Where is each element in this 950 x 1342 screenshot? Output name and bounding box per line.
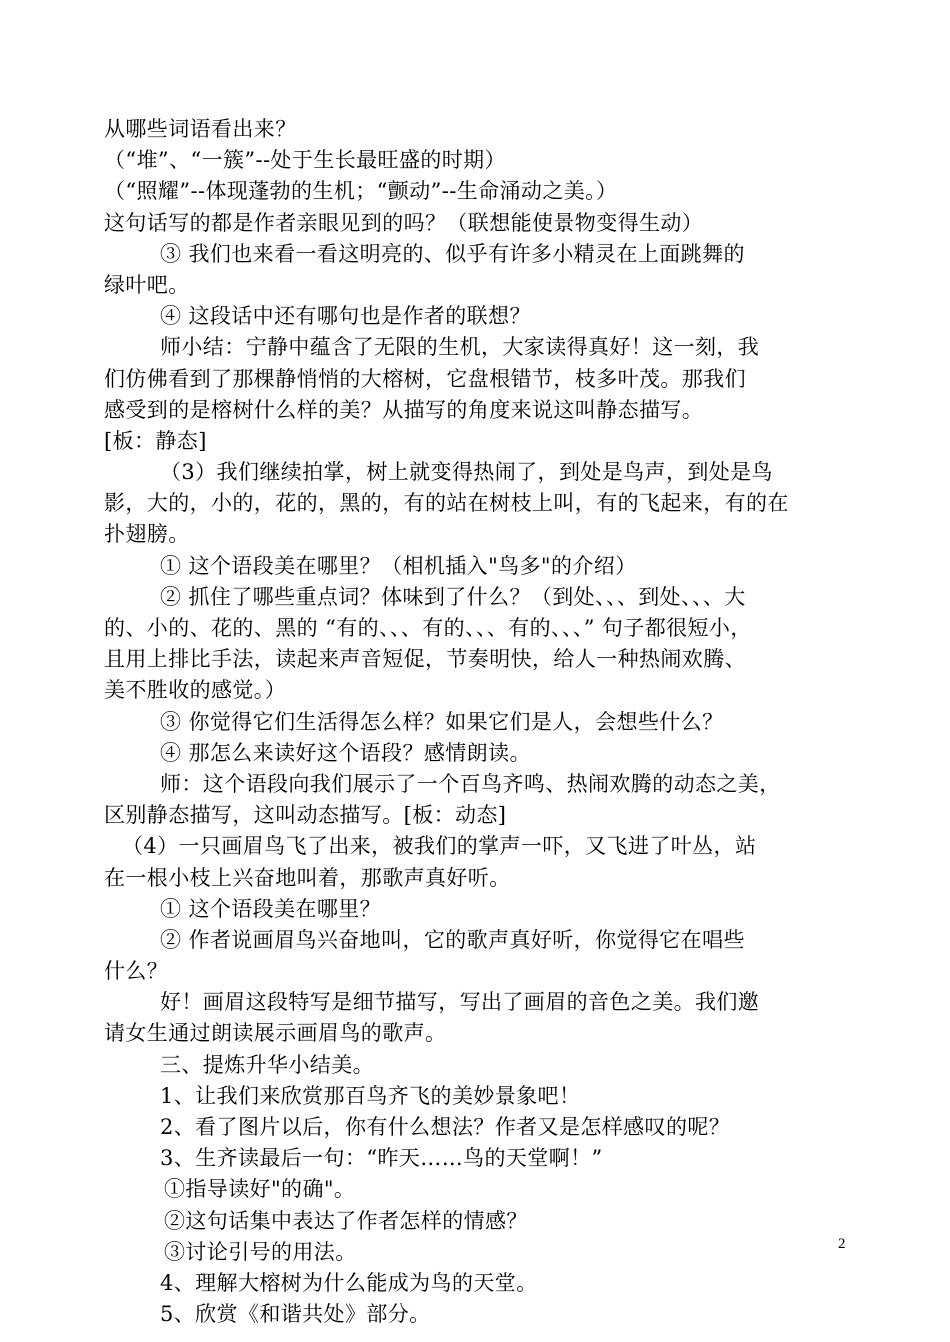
text-line: 从哪些词语看出来？ [104, 117, 297, 141]
text-line: ② 作者说画眉鸟兴奋地叫，它的歌声真好听，你觉得它在唱些 [160, 927, 745, 952]
text-line: 美不胜收的感觉。） [104, 678, 287, 703]
document-body [104, 114, 852, 1330]
text-line: （“照耀”--体现蓬勃的生机；“颤动”--生命涌动之美。） [104, 179, 618, 204]
text-line: ②这句话集中表达了作者怎样的情感？ [164, 1208, 528, 1233]
text-line: ① 这个语段美在哪里？（相机插入"鸟多"的介绍） [160, 553, 637, 578]
text-line: 好！画眉这段特写是细节描写，写出了画眉的音色之美。我们邀 [160, 990, 760, 1015]
text-line: 请女生通过朗读展示画眉鸟的歌声。 [104, 1021, 447, 1046]
text-line: （“堆”、“一簇”--处于生长最旺盛的时期） [104, 148, 506, 173]
text-line: ③讨论引号的用法。 [164, 1239, 357, 1264]
text-line: 5、欣赏《和谐共处》部分。 [160, 1302, 431, 1327]
text-line: 三、提炼升华小结美。 [160, 1052, 374, 1077]
text-line: 区别静态描写，这叫动态描写。[板：动态] [104, 803, 507, 828]
text-line: 什么？ [104, 959, 169, 984]
text-line: 这句话写的都是作者亲眼见到的吗？（联想能使景物变得生动） [104, 210, 704, 235]
page-number: 2 [838, 1236, 846, 1252]
text-line: [板：静态] [104, 428, 207, 453]
text-line: 感受到的是榕树什么样的美？从描写的角度来说这叫静态描写。 [104, 397, 704, 422]
text-line: （4）一只画眉鸟飞了出来，被我们的掌声一吓，又飞进了叶丛，站 [122, 834, 757, 859]
text-line: 师：这个语段向我们展示了一个百鸟齐鸣、热闹欢腾的动态之美， [160, 771, 781, 796]
text-line: 的、小的、花的、黑的 “有的、、、有的、、、有的、、、” 句子都很短小， [104, 616, 752, 640]
text-line: 2、看了图片以后，你有什么想法？作者又是怎样感叹的呢？ [160, 1115, 731, 1139]
text-line: 3、生齐读最后一句：“昨天……鸟的天堂啊！” [160, 1146, 603, 1171]
text-line: 且用上排比手法，读起来声音短促，节奏明快，给人一种热闹欢腾、 [104, 647, 746, 672]
text-line: ③ 我们也来看一看这明亮的、似乎有许多小精灵在上面跳舞的 [160, 241, 745, 266]
text-line: ①指导读好"的确"。 [164, 1177, 356, 1202]
text-line: 扑翅膀。 [104, 522, 190, 547]
text-line: 们仿佛看到了那棵静悄悄的大榕树，它盘根错节，枝多叶茂。那我们 [104, 366, 746, 391]
text-line: 1、让我们来欣赏那百鸟齐飞的美妙景象吧！ [160, 1083, 581, 1108]
text-line: 在一根小枝上兴奋地叫着，那歌声真好听。 [104, 865, 511, 890]
text-line: 4、理解大榕树为什么能成为鸟的天堂。 [160, 1270, 538, 1295]
text-line: 绿叶吧。 [104, 272, 190, 297]
text-line: ① 这个语段美在哪里？ [160, 896, 382, 921]
text-line: ② 抓住了哪些重点词？体味到了什么？（到处、、、到处、、、大 [160, 584, 746, 609]
text-line: 影，大的，小的，花的，黑的，有的站在树枝上叫，有的飞起来，有的在 [104, 491, 789, 516]
text-line: ③ 你觉得它们生活得怎么样？如果它们是人，会想些什么？ [160, 709, 724, 734]
text-line: 师小结：宁静中蕴含了无限的生机，大家读得真好！这一刻，我 [160, 335, 760, 360]
text-line: （3）我们继续拍掌，树上就变得热闹了，到处是鸟声，到处是鸟 [160, 460, 773, 485]
text-line: ④ 那怎么来读好这个语段？感情朗读。 [160, 740, 531, 765]
text-line: ④ 这段话中还有哪句也是作者的联想？ [160, 304, 531, 329]
